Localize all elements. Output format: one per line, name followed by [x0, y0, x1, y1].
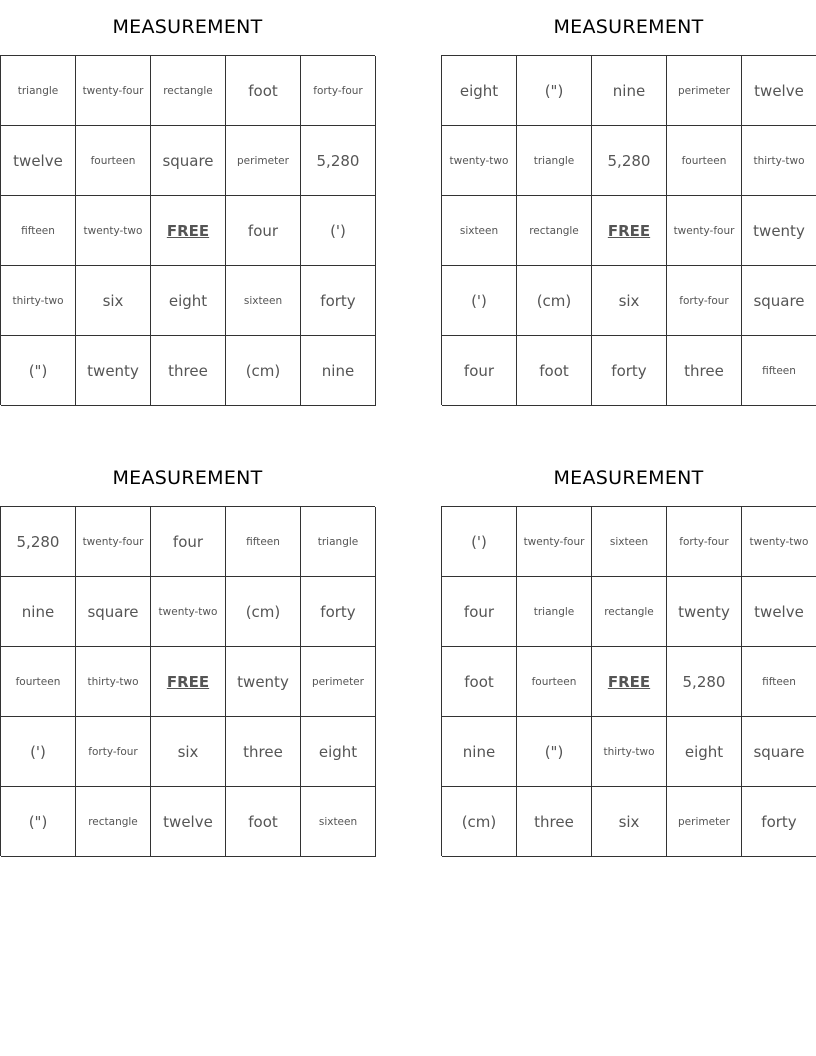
- bingo-cell: (cm): [226, 577, 301, 647]
- bingo-cell: four: [442, 336, 517, 406]
- bingo-cell: perimeter: [667, 56, 742, 126]
- free-space-cell: FREE: [151, 647, 226, 717]
- bingo-cell: thirty-two: [742, 126, 816, 196]
- bingo-grid: [441, 55, 816, 405]
- bingo-cell: foot: [442, 647, 517, 717]
- bingo-cell: triangle: [1, 56, 76, 126]
- bingo-cell: square: [76, 577, 151, 647]
- bingo-cell: foot: [517, 336, 592, 406]
- bingo-cell: fifteen: [1, 196, 76, 266]
- bingo-cell: rectangle: [76, 787, 151, 857]
- bingo-cell: four: [442, 577, 517, 647]
- bingo-cell: triangle: [301, 507, 376, 577]
- bingo-card-1: [0, 0, 375, 405]
- bingo-cell: forty: [592, 336, 667, 406]
- bingo-cell: twenty-two: [442, 126, 517, 196]
- bingo-cell: square: [742, 717, 816, 787]
- bingo-cell: three: [517, 787, 592, 857]
- bingo-cell: sixteen: [592, 507, 667, 577]
- bingo-grid: [0, 506, 375, 856]
- bingo-cell: rectangle: [151, 56, 226, 126]
- bingo-cell: rectangle: [517, 196, 592, 266]
- bingo-cell: twelve: [1, 126, 76, 196]
- bingo-cell: twenty-two: [151, 577, 226, 647]
- bingo-cell: fourteen: [667, 126, 742, 196]
- bingo-cell: forty-four: [301, 56, 376, 126]
- card-title: MEASUREMENT: [112, 467, 263, 489]
- bingo-cell: nine: [442, 717, 517, 787]
- bingo-cell: 5,280: [592, 126, 667, 196]
- bingo-cell: foot: [226, 787, 301, 857]
- bingo-cell: triangle: [517, 126, 592, 196]
- bingo-cell: nine: [301, 336, 376, 406]
- bingo-cell: six: [592, 266, 667, 336]
- bingo-cell: six: [151, 717, 226, 787]
- bingo-cell: (cm): [442, 787, 517, 857]
- bingo-cell: eight: [442, 56, 517, 126]
- bingo-cell: rectangle: [592, 577, 667, 647]
- card-title: MEASUREMENT: [553, 467, 704, 489]
- bingo-cell: forty-four: [76, 717, 151, 787]
- bingo-cell: ("): [517, 56, 592, 126]
- bingo-cell: twenty: [742, 196, 816, 266]
- bingo-cell: ('): [1, 717, 76, 787]
- bingo-cell: ('): [442, 507, 517, 577]
- bingo-cell: sixteen: [442, 196, 517, 266]
- bingo-cell: ('): [301, 196, 376, 266]
- bingo-cell: twenty-four: [76, 56, 151, 126]
- bingo-cell: perimeter: [667, 787, 742, 857]
- card-title: MEASUREMENT: [553, 16, 704, 38]
- bingo-cell: forty-four: [667, 507, 742, 577]
- bingo-cell: foot: [226, 56, 301, 126]
- bingo-cell: twenty: [667, 577, 742, 647]
- bingo-cell: twelve: [151, 787, 226, 857]
- card-title: MEASUREMENT: [112, 16, 263, 38]
- bingo-cell: six: [592, 787, 667, 857]
- bingo-cell: (cm): [517, 266, 592, 336]
- bingo-cell: ("): [1, 336, 76, 406]
- bingo-cell: sixteen: [301, 787, 376, 857]
- bingo-cell: ("): [517, 717, 592, 787]
- bingo-grid: [0, 55, 375, 405]
- bingo-cell: twenty-two: [742, 507, 816, 577]
- bingo-cell: ('): [442, 266, 517, 336]
- bingo-cell: thirty-two: [76, 647, 151, 717]
- bingo-cell: twelve: [742, 577, 816, 647]
- bingo-cell: perimeter: [301, 647, 376, 717]
- bingo-cell: fifteen: [742, 336, 816, 406]
- bingo-card-2: [441, 0, 816, 405]
- bingo-cell: fourteen: [1, 647, 76, 717]
- free-space-cell: FREE: [592, 196, 667, 266]
- bingo-cell: (cm): [226, 336, 301, 406]
- bingo-cell: thirty-two: [592, 717, 667, 787]
- bingo-cell: thirty-two: [1, 266, 76, 336]
- bingo-cell: twenty-four: [517, 507, 592, 577]
- bingo-cell: twenty-two: [76, 196, 151, 266]
- bingo-cell: three: [226, 717, 301, 787]
- bingo-cell: twenty: [76, 336, 151, 406]
- bingo-cell: six: [76, 266, 151, 336]
- bingo-cell: eight: [301, 717, 376, 787]
- bingo-cell: three: [151, 336, 226, 406]
- bingo-cell: twelve: [742, 56, 816, 126]
- bingo-cell: perimeter: [226, 126, 301, 196]
- bingo-cell: twenty-four: [667, 196, 742, 266]
- bingo-cell: forty: [301, 266, 376, 336]
- bingo-cell: twenty: [226, 647, 301, 717]
- bingo-cell: 5,280: [1, 507, 76, 577]
- bingo-cell: fourteen: [76, 126, 151, 196]
- bingo-cell: forty-four: [667, 266, 742, 336]
- bingo-cell: nine: [1, 577, 76, 647]
- bingo-cell: forty: [301, 577, 376, 647]
- bingo-cell: fifteen: [226, 507, 301, 577]
- bingo-cell: nine: [592, 56, 667, 126]
- bingo-cell: four: [151, 507, 226, 577]
- bingo-cell: ("): [1, 787, 76, 857]
- free-space-cell: FREE: [592, 647, 667, 717]
- bingo-card-3: [0, 451, 375, 856]
- bingo-grid: [441, 506, 816, 856]
- bingo-cell: eight: [667, 717, 742, 787]
- bingo-cell: forty: [742, 787, 816, 857]
- bingo-cell: 5,280: [667, 647, 742, 717]
- bingo-cell: three: [667, 336, 742, 406]
- bingo-cell: four: [226, 196, 301, 266]
- free-space-cell: FREE: [151, 196, 226, 266]
- bingo-cell: fourteen: [517, 647, 592, 717]
- bingo-cell: 5,280: [301, 126, 376, 196]
- bingo-cell: eight: [151, 266, 226, 336]
- bingo-cell: fifteen: [742, 647, 816, 717]
- bingo-cell: square: [742, 266, 816, 336]
- bingo-cell: square: [151, 126, 226, 196]
- bingo-cell: twenty-four: [76, 507, 151, 577]
- bingo-cell: triangle: [517, 577, 592, 647]
- bingo-cell: sixteen: [226, 266, 301, 336]
- bingo-card-4: [441, 451, 816, 856]
